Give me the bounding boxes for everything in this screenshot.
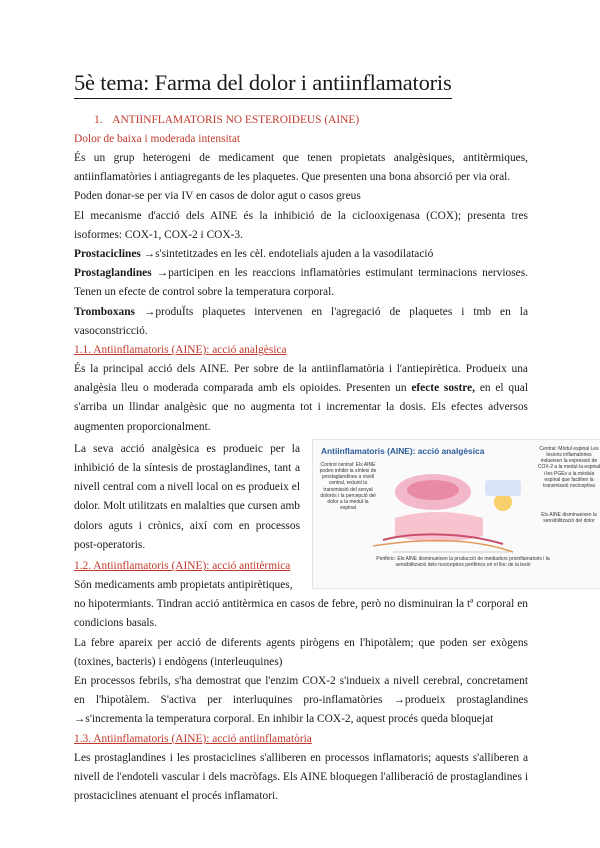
heading-1-number: 1. <box>94 114 103 126</box>
label-box <box>485 480 521 496</box>
figure-central-note: Control central: Els AINE poden inhibir la síntesi de prostaglandines a nivell central, reduint la transmissió del senyal dolorós i la percepció del dolor a la medul·la espinal <box>319 461 377 512</box>
intro-paragraph-2: Poden donar-se per via IV en casos de dolor agut o casos greus <box>74 190 361 203</box>
section-1-3-paragraph-1: Les prostaglandines i les prostaciclines s'alliberen en processos inflamatoris; aquests s'alliberen a nivell de l'endoteli vascular i dels macròfags. Els AINE bloquegen l'alliberació de prostaglandines i prostaciclines atenuant el procés inflamatori. <box>74 751 528 803</box>
heading-1 <box>74 111 528 130</box>
s11-p1-part-c: en el qual s'arriba un llindar analgèsic que no augmenta tot i incrementar la dosis. Els efectes adversos augmenten proporcionalment. <box>74 382 528 433</box>
intro-paragraph-3: El mecanisme d'acció dels AINE és la inhibició de la ciclooxigenasa (COX); presenta tres isoformes: COX-1, COX-2 i COX-3. <box>74 209 528 241</box>
thromboxanes-term: Tromboxans <box>74 305 135 318</box>
heading-1-text: ANTIINFLAMATORIS NO ESTEROIDEUS (AINE) <box>112 114 360 126</box>
nerve-path-2 <box>373 540 513 551</box>
analgesic-block <box>74 437 600 595</box>
prostacyclines-desc: →s'sintetitzades en les cèl. endotelials ajuden a la vasodilatació <box>140 248 434 261</box>
analgesic-figure <box>312 439 600 589</box>
figure-title: Antiinflamatoris (AINE): acció analgèsica <box>321 445 485 456</box>
thromboxanes-line <box>74 303 528 341</box>
prostaglandins-term: Prostaglandines <box>74 267 152 280</box>
analgesic-text-column <box>74 437 300 595</box>
section-1-3-title: 1.3. Antiinflamatoris (AINE): acció antiinflamatòria <box>74 732 312 745</box>
section-1-1-paragraph-1 <box>74 360 528 437</box>
section-1-1-paragraph-2: La seva acció analgèsica es produeic per la inhibició de la síntesis de prostaglandines, tant a nivell central com a nivell local on es produeix el dolor. Molt utilitzats en malalties que cursen amb dolors aguts i crònics, així com en processos post-operatoris. <box>74 442 300 551</box>
ceiling-effect-term: efecte sostre, <box>411 382 476 395</box>
figure-peripheral-note: Perifèric: Els AINE disminueixen la producció de mediadors proinflamatoris i la sensibilització dels nociceptors perifèrics en el lloc de la lesió <box>376 555 550 569</box>
intro-paragraph-1: És un grup heterogeni de medicament que tenen propietats analgèsiques, antitèrmiques, antiinflamatòries i antiagregants de les plaquetes. Que presenten una bona absorció per via oral. <box>74 152 528 184</box>
section-1-2-title: 1.2. Antiinflamatoris (AINE): acció antitèrmica <box>74 560 291 573</box>
figure-sensitization-note: Els AINE disminueixen la sensibilització del dolor <box>541 511 597 525</box>
section-1-2-paragraph-3: En processos febrils, s'ha demostrat que l'enzim COX-2 s'indueix a nivell cerebral, concretament en l'hipotàlem. S'activa per interluquines pro-inflamatòries →produeix prostaglandines →s'incrementa la temperatura corporal. En inhibir la COX-2, aquest procés queda bloquejat <box>74 675 528 726</box>
intro-subtitle: Dolor de baixa i moderada intensitat <box>74 133 241 145</box>
figure-spinal-note: Central: Mòdul espinal Les lesions inflamatòries indueixen la expressió de COX-2 a la medul·la espinal i les PGEs a la mèdula espinal que faciliten la transmissió nociceptiva <box>537 445 600 490</box>
prostacyclines-term: Prostaciclines <box>74 248 141 261</box>
s12-paragraph-1-start: Són medicaments amb propietats antipirètiques, <box>74 579 293 592</box>
prostaglandins-line <box>74 264 528 302</box>
section-1-2-paragraph-2: La febre apareix per acció de diferents agents pirògens en l'hipotàlem; que poden ser exògens (toxines, bacteris) i endògens (interleuquines) <box>74 636 528 668</box>
section-1-1-title: 1.1. Antiinflamatoris (AINE): acció analgèsica <box>74 344 287 357</box>
brain-core <box>407 480 459 500</box>
s11-p1-part-a: És la principal acció dels AINE. Per sobre de la antiinflamatòria i l'antiepirètica. Produeix una analgèsia lleu o moderada comparada amb els opioides. Presenten un <box>74 363 528 395</box>
page-title: 5è tema: Farma del dolor i antiinflamatoris <box>74 68 452 99</box>
s12-paragraph-1-rest: no hipotermiants. Tindran acció antitèrmica en casos de febre, però no disminuiran la tª corporal en condicions basals. <box>74 598 528 630</box>
prostaglandins-desc: →participen en les reaccions inflamatòries estimulant terminacions nervioses. Tenen un efecte de control sobre la temperatura corporal. <box>74 267 528 299</box>
prostacyclines-line <box>74 245 528 264</box>
thromboxanes-desc: →produÏts plaquetes intervenen en l'agregació de plaquetes i tmb en la vasoconstricció. <box>74 305 528 337</box>
